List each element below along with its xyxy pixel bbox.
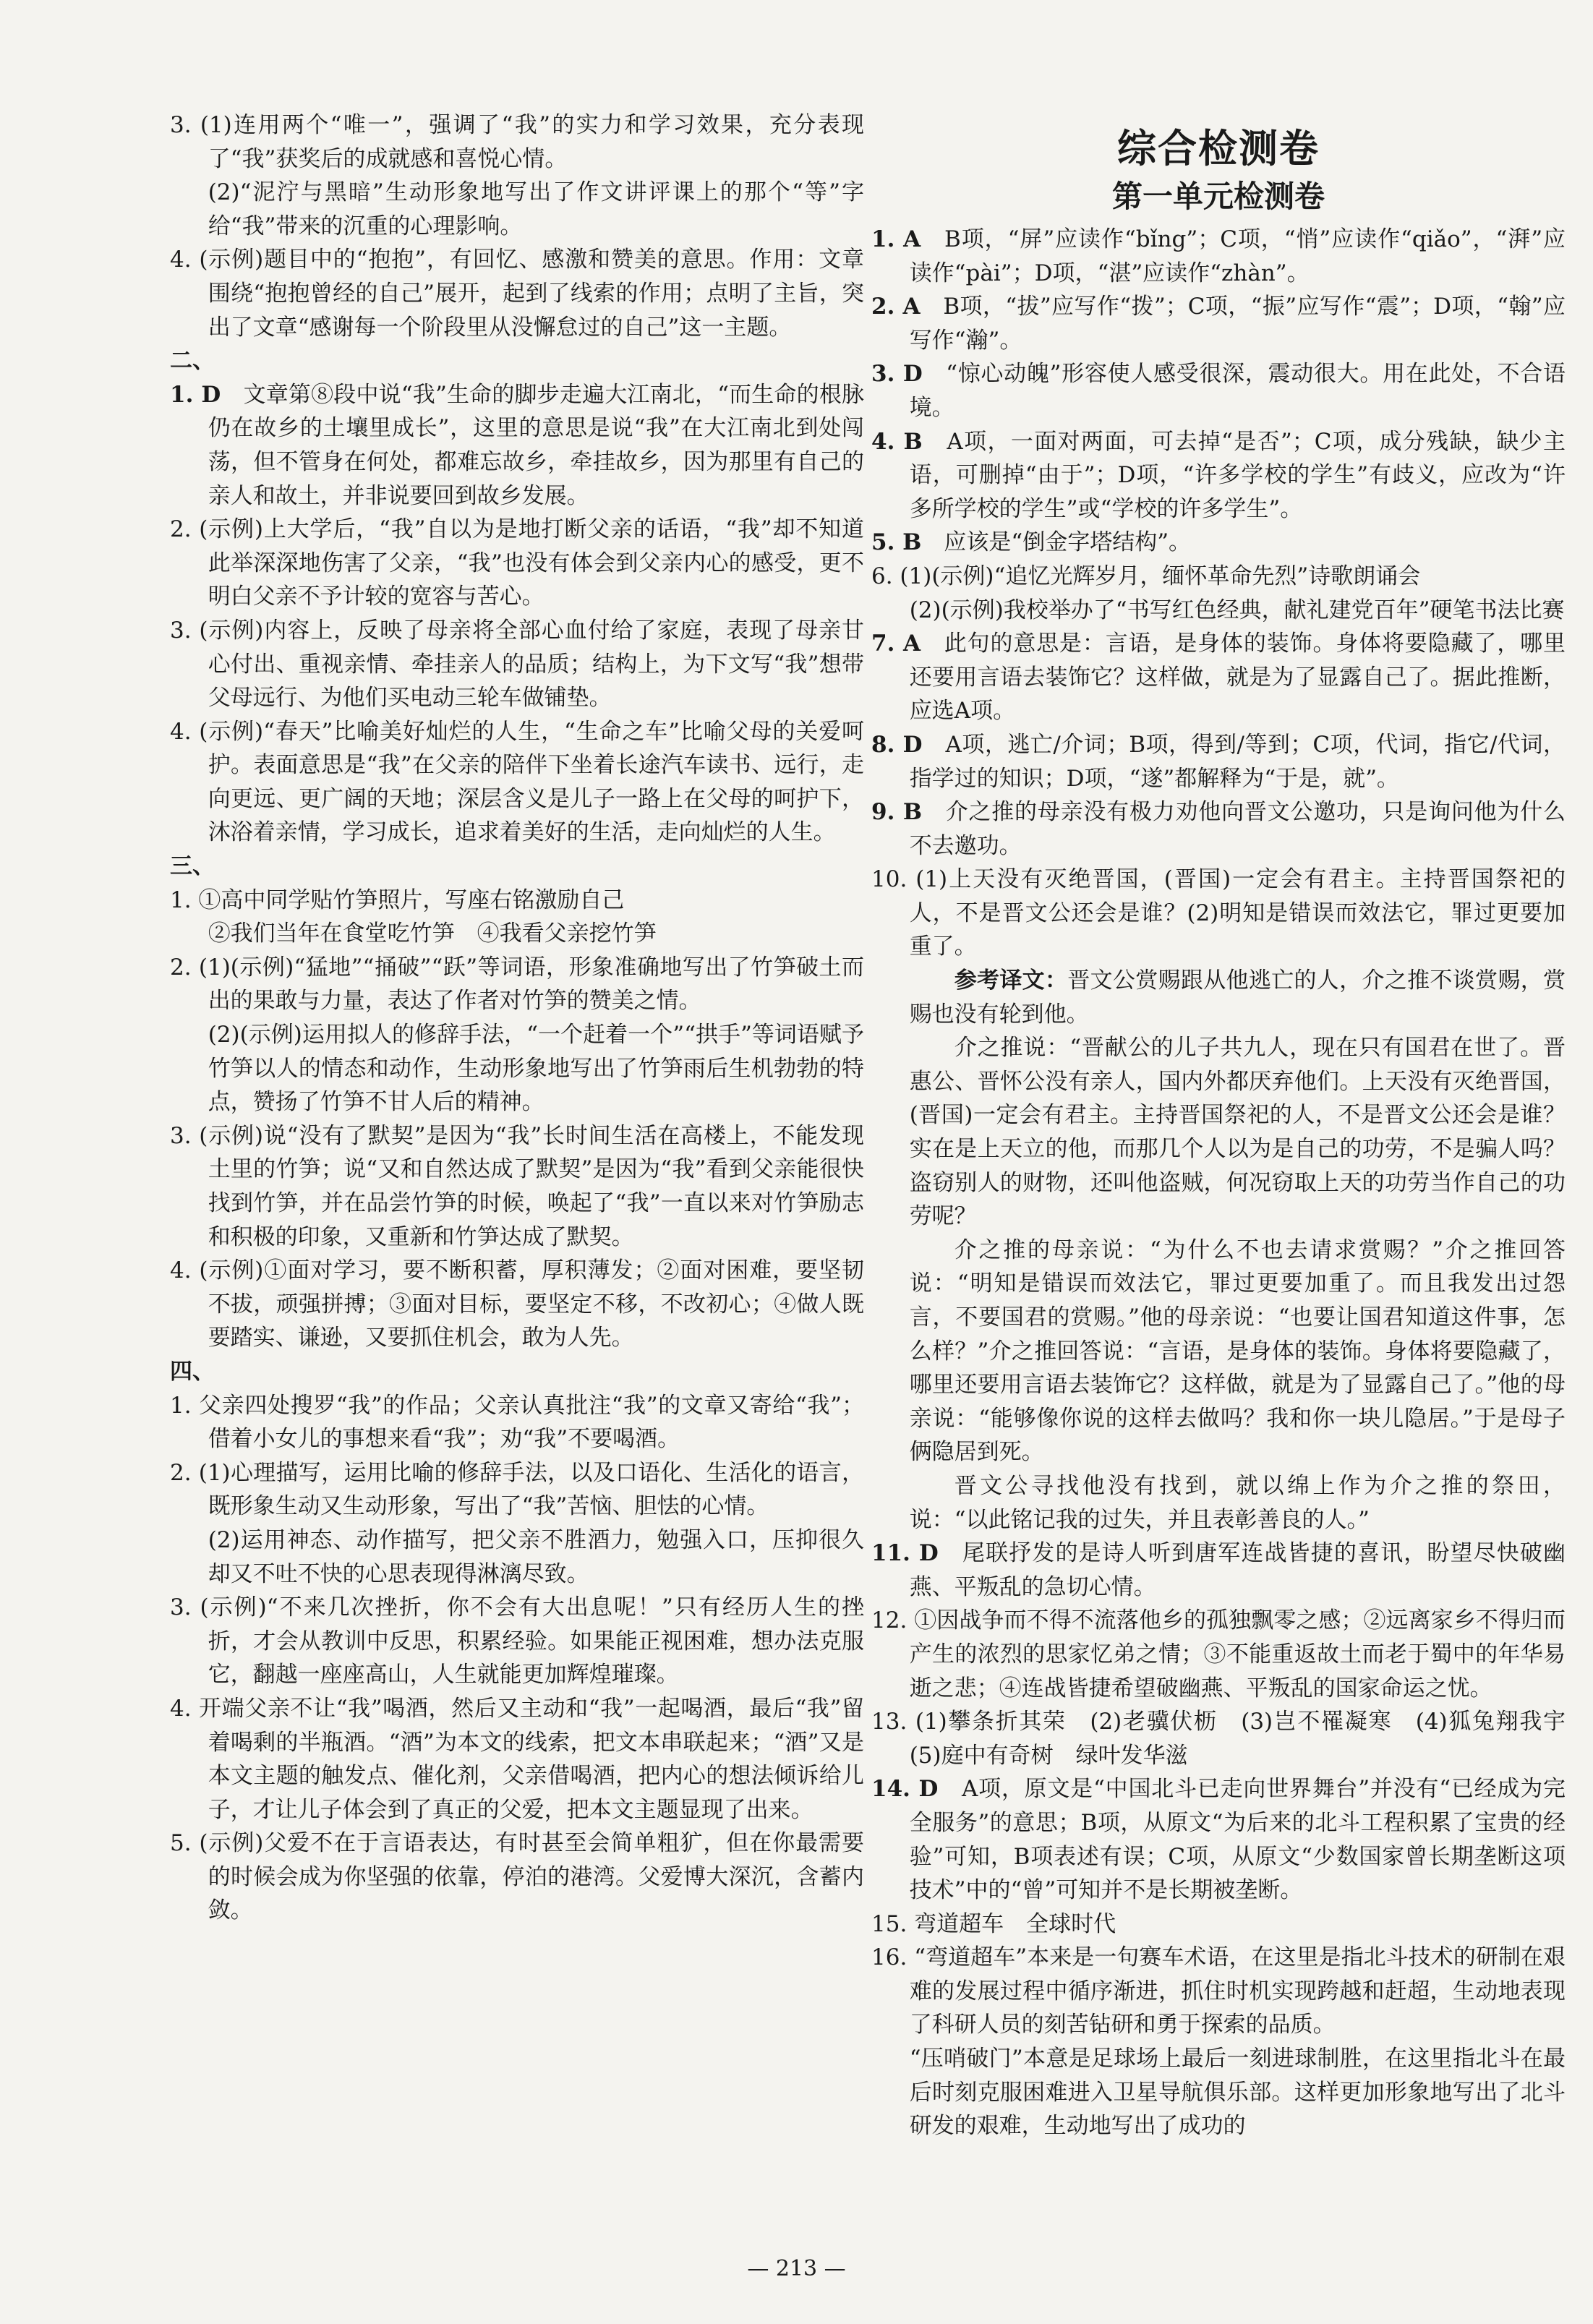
answer-text: 3. (示例)“不来几次挫折，你不会有大出息呢！”只有经历人生的挫折，才会从教训中反思，积累经验。如果能正视困难，想办法克服它，翻越一座座高山，人生就能更加辉煌璀璨。 — [170, 1594, 864, 1688]
answer-text: 文章第⑧段中说“我”生命的脚步走遍大江南北，“而生命的根脉仍在故乡的土壤里成长”，这里的意思是说“我”在大江南北到处闯荡，但不管身在何处，都难忘故乡，牵挂故乡，因为那里有自己的亲人和故土，并非说要回到故乡发展。 — [208, 381, 864, 509]
answer-item — [170, 917, 864, 951]
section-heading: 二、 — [170, 348, 215, 375]
answer-item — [871, 1908, 1566, 1941]
answer-key: 1. D — [170, 381, 221, 408]
answer-item — [170, 884, 864, 918]
answer-text: 4. (示例)①面对学习，要不断积蓄，厚积薄发；②面对困难，要坚韧不拔，顽强拼搏；③面对目标，要坚定不移，不改初心；④做人既要踏实、谦逊，又要抓住机会，敢为人先。 — [170, 1257, 864, 1351]
answer-item — [170, 243, 864, 344]
answer-text: A项，原文是“中国北斗已走向世界舞台”并没有“已经成为完全服务”的意思；B项，从原文“为后来的北斗工程积累了宝贵的经验”可知，B项表述有误；C项，从原文“少数国家曾长期垄断这项技术”中的“曾”可知并不是长期被垄断。 — [909, 1776, 1566, 1904]
answer-text: 2. (1)心理描写，运用比喻的修辞手法，以及口语化、生活化的语言，既形象生动又生动形象，写出了“我”苦恼、胆怯的心情。 — [170, 1459, 864, 1520]
answer-key: 11. D — [871, 1540, 939, 1567]
answer-text: 4. (示例)“春天”比喻美好灿烂的人生，“生命之车”比喻父母的关爱呵护。表面意思是“我”在父亲的陪伴下坐着长途汽车读书、远行，走向更远、更广阔的天地；深层含义是儿子一路上在父母的呵护下，沐浴着亲情，学习成长，追求着美好的生活，走向灿烂的人生。 — [170, 718, 864, 846]
answer-item — [170, 108, 864, 176]
answer-text: 3. (1)连用两个“唯一”，强调了“我”的实力和学习效果，充分表现了“我”获奖后的成就感和喜悦心情。 — [170, 112, 864, 172]
answer-text: 15. 弯道超车 全球时代 — [871, 1910, 1116, 1937]
answer-item — [871, 594, 1566, 628]
right-column — [871, 108, 1588, 2143]
unit-title: 第一单元检测卷 — [1111, 179, 1325, 214]
answer-item — [871, 627, 1566, 728]
answer-text: 3. (示例)说“没有了默契”是因为“我”长时间生活在高楼上，不能发现土里的竹笋；说“又和自然达成了默契”是因为“我”看到父亲能很快找到竹笋，并在品尝竹笋的时候，唤起了“我”一直以来对竹笋励志和积极的印象，又重新和竹笋达成了默契。 — [170, 1122, 864, 1250]
answer-item — [871, 290, 1566, 357]
answer-item — [871, 964, 1566, 1031]
answer-text: 16. “弯道超车”本来是一句赛车术语，在这里是指北斗技术的研制在艰难的发展过程中循序渐进，抓住时机实现跨越和赶超，生动地表现了科研人员的刻苦钻研和勇于探索的品质。 — [871, 1944, 1566, 2038]
answer-text: 此句的意思是：言语，是身体的装饰。身体将要隐藏了，哪里还要用言语去装饰它？这样做，就是为了显露自己了。据此推断，应选A项。 — [909, 631, 1566, 725]
answer-text: ②我们当年在食堂吃竹笋 ④我看父亲挖竹笋 — [208, 920, 657, 947]
answer-item — [170, 1827, 864, 1928]
answer-item — [871, 1604, 1566, 1705]
answer-text: (2)运用神态、动作描写，把父亲不胜酒力，勉强入口，压抑很久却又不吐不快的心思表现得淋漓尽致。 — [208, 1526, 864, 1587]
answer-item — [871, 1234, 1566, 1469]
answer-key: 14. D — [871, 1776, 939, 1803]
answer-item — [170, 951, 864, 1018]
answer-text: 6. (1)(示例)“追忆光辉岁月，缅怀革命先烈”诗歌朗诵会 — [871, 563, 1421, 589]
answer-item — [871, 1772, 1566, 1907]
answer-item — [871, 357, 1566, 424]
answer-text: “压哨破门”本意是足球场上最后一刻进球制胜，在这里指北斗在最后时刻克服困难进入卫星导航俱乐部。这样更加形象地写出了北斗研发的艰难，生动地写出了成功的 — [909, 2046, 1566, 2140]
answer-text: 尾联抒发的是诗人听到唐军连战皆捷的喜讯，盼望尽快破幽燕、平叛乱的急切心情。 — [909, 1540, 1566, 1600]
answer-text: 介之推的母亲没有极力劝他向晋文公邀功，只是询问他为什么不去邀功。 — [909, 799, 1566, 859]
answer-item — [170, 715, 864, 850]
answer-text: 2. (1)(示例)“猛地”“捅破”“跃”等词语，形象准确地写出了竹笋破土而出的果敢与力量，表达了作者对竹笋的赞美之情。 — [170, 954, 864, 1014]
answer-item — [871, 526, 1566, 560]
answer-text: 1. 父亲四处搜罗“我”的作品；父亲认真批注“我”的文章又寄给“我”；借着小女儿的事想来看“我”；劝“我”不要喝酒。 — [170, 1392, 864, 1453]
answer-item — [170, 176, 864, 243]
answer-text: B项，“拔”应写作“拨”；C项，“振”应写作“震”；D项，“翰”应写作“瀚”。 — [909, 294, 1566, 354]
answer-key: 2. A — [871, 294, 921, 320]
answer-text: B项，“屏”应读作“bǐng”；C项，“悄”应读作“qiǎo”，“湃”应读作“pài”；D项，“湛”应读作“zhàn”。 — [909, 226, 1566, 286]
answer-text: 介之推说：“晋献公的儿子共九人，现在只有国君在世了。晋惠公、晋怀公没有亲人，国内外都厌弃他们。上天没有灭绝晋国，(晋国)一定会有君主。主持晋国祭祀的人，不是晋文公还会是谁？实在是上天立的他，而那几个人以为是自己的功劳，不是骗人吗？盗窃别人的财物，还叫他盗贼，何况窃取上天的功劳当作自己的功劳呢？ — [909, 1035, 1566, 1230]
answer-text: A项，一面对两面，可去掉“是否”；C项，成分残缺，缺少主语，可删掉“由于”；D项，“许多学校的学生”有歧义，应改为“许多所学校的学生”或“学校的许多学生”。 — [909, 428, 1566, 522]
answer-item — [170, 1254, 864, 1355]
answer-item — [170, 1456, 864, 1524]
left-column — [170, 108, 864, 1928]
answer-item — [170, 1591, 864, 1692]
answer-item — [170, 513, 864, 614]
answer-key: 1. A — [871, 226, 921, 252]
answer-item — [871, 1031, 1566, 1234]
answer-text: (2)“泥泞与黑暗”生动形象地写出了作文讲评课上的那个“等”字给“我”带来的沉重的心理影响。 — [208, 179, 864, 239]
answer-item — [871, 728, 1566, 795]
answer-item — [170, 1119, 864, 1254]
answer-text: 应该是“倒金字塔结构”。 — [921, 529, 1192, 556]
answer-text: 13. (1)攀条折其荣 (2)老骥伏枥 (3)岂不罹凝寒 (4)狐兔翔我宇 (5)庭中有奇树 绿叶发华滋 — [871, 1709, 1588, 1769]
answer-text: 1. ①高中同学贴竹笋照片，写座右铭激励自己 — [170, 887, 625, 913]
answer-text: “惊心动魄”形容使人感受很深，震动很大。用在此处，不合语境。 — [909, 361, 1566, 421]
answer-item — [170, 1692, 864, 1827]
answer-item — [871, 223, 1566, 290]
answer-item — [871, 1941, 1566, 2042]
answer-item — [170, 378, 864, 513]
answer-key: 9. B — [871, 799, 923, 826]
answer-text: 12. ①因战争而不得不流落他乡的孤独飘零之感；②远离家乡不得归而产生的浓烈的思家忆弟之情；③不能重返故土而老于蜀中的年华易逝之悲；④连战皆捷希望破幽燕、平叛乱的国家命运之忧。 — [871, 1607, 1566, 1701]
answer-text: 5. (示例)父爱不在于言语表达，有时甚至会简单粗犷，但在你最需要的时候会成为你坚强的依靠，停泊的港湾。父爱博大深沉，含蓄内敛。 — [170, 1830, 864, 1924]
answer-text: 4. 开端父亲不让“我”喝酒，然后又主动和“我”一起喝酒，最后“我”留着喝剩的半瓶酒。“酒”为本文的线索，把文本串联起来；“酒”又是本文主题的触发点、催化剂，父亲借喝酒，把内心的想法倾诉给儿子，才让儿子体会到了真正的父爱，把本文主题显现了出来。 — [170, 1695, 864, 1823]
answer-text: 4. (示例)题目中的“抱抱”，有回忆、感激和赞美的意思。作用：文章围绕“抱抱曾经的自己”展开，起到了线索的作用；点明了主旨，突出了文章“感谢每一个阶段里从没懈怠过的自己”这一主题。 — [170, 247, 864, 341]
answer-item — [871, 425, 1566, 526]
answer-text: 10. (1)上天没有灭绝晋国，(晋国)一定会有君主。主持晋国祭祀的人，不是晋文公还会是谁？(2)明知是错误而效法它，罪过更要加重了。 — [871, 866, 1566, 960]
answer-item — [871, 1469, 1566, 1537]
answer-text: 晋文公寻找他没有找到，就以绵上作为介之推的祭田，说：“以此铭记我的过失，并且表彰善良的人。” — [909, 1472, 1566, 1533]
answer-item — [170, 614, 864, 715]
answer-text: (2)(示例)运用拟人的修辞手法，“一个赶着一个”“拱手”等词语赋予竹笋以人的情态和动作，生动形象地写出了竹笋雨后生机勃勃的特点，赞扬了竹笋不甘人后的精神。 — [208, 1022, 864, 1116]
answer-key: 5. B — [871, 529, 922, 556]
answer-text: 晋文公赏赐跟从他逃亡的人，介之推不谈赏赐，赏赐也没有轮到他。 — [909, 967, 1566, 1028]
answer-item — [871, 2042, 1566, 2143]
answer-item — [871, 1705, 1588, 1772]
answer-key: 3. D — [871, 361, 923, 388]
answer-item — [170, 1018, 864, 1119]
answer-text: (2)(示例)我校举办了“书写红色经典，献礼建党百年”硬笔书法比赛 — [909, 597, 1565, 623]
right-answers — [871, 223, 1588, 2143]
section-heading: 四、 — [170, 1358, 215, 1385]
answer-text: 介之推的母亲说：“为什么不也去请求赏赐？”介之推回答说：“明知是错误而效法它，罪过更要加重了。而且我发出过怨言，不要国君的赏赐。”他的母亲说：“也要让国君知道这件事，怎么样？”介之推回答说：“言语，是身体的装饰。身体将要隐藏了，哪里还要用言语去装饰它？这样做，就是为了显露自己了。”他的母亲说：“能够像你说的这样去做吗？我和你一块儿隐居。”于是母子俩隐居到死。 — [909, 1236, 1566, 1466]
answer-item — [871, 1537, 1566, 1604]
answer-key: 8. D — [871, 731, 923, 758]
page-number: — 213 — — [747, 2256, 846, 2281]
answer-item — [871, 863, 1566, 964]
answer-item — [170, 1524, 864, 1591]
answer-key: 7. A — [871, 631, 921, 657]
answer-text: 2. (示例)上大学后，“我”自以为是地打断父亲的话语，“我”却不知道此举深深地伤害了父亲，“我”也没有体会到父亲内心的感受，更不明白父亲不予计较的宽容与苦心。 — [170, 516, 864, 610]
answer-key: 参考译文： — [954, 967, 1068, 994]
answer-key: 4. B — [871, 428, 923, 455]
section-heading: 三、 — [170, 853, 215, 880]
answer-text: A项，逃亡/介词；B项，得到/等到；C项，代词，指它/代词，指学过的知识；D项，“遂”都解释为“于是，就”。 — [909, 731, 1566, 792]
answer-item — [871, 560, 1566, 594]
answer-text: 3. (示例)内容上，反映了母亲将全部心血付给了家庭，表现了母亲甘心付出、重视亲情、牵挂亲人的品质；结构上，为下文写“我”想带父母远行、为他们买电动三轮车做铺垫。 — [170, 617, 864, 712]
answer-item — [871, 795, 1566, 863]
section-title: 综合检测卷 — [1117, 126, 1320, 171]
answer-item — [170, 1389, 864, 1456]
